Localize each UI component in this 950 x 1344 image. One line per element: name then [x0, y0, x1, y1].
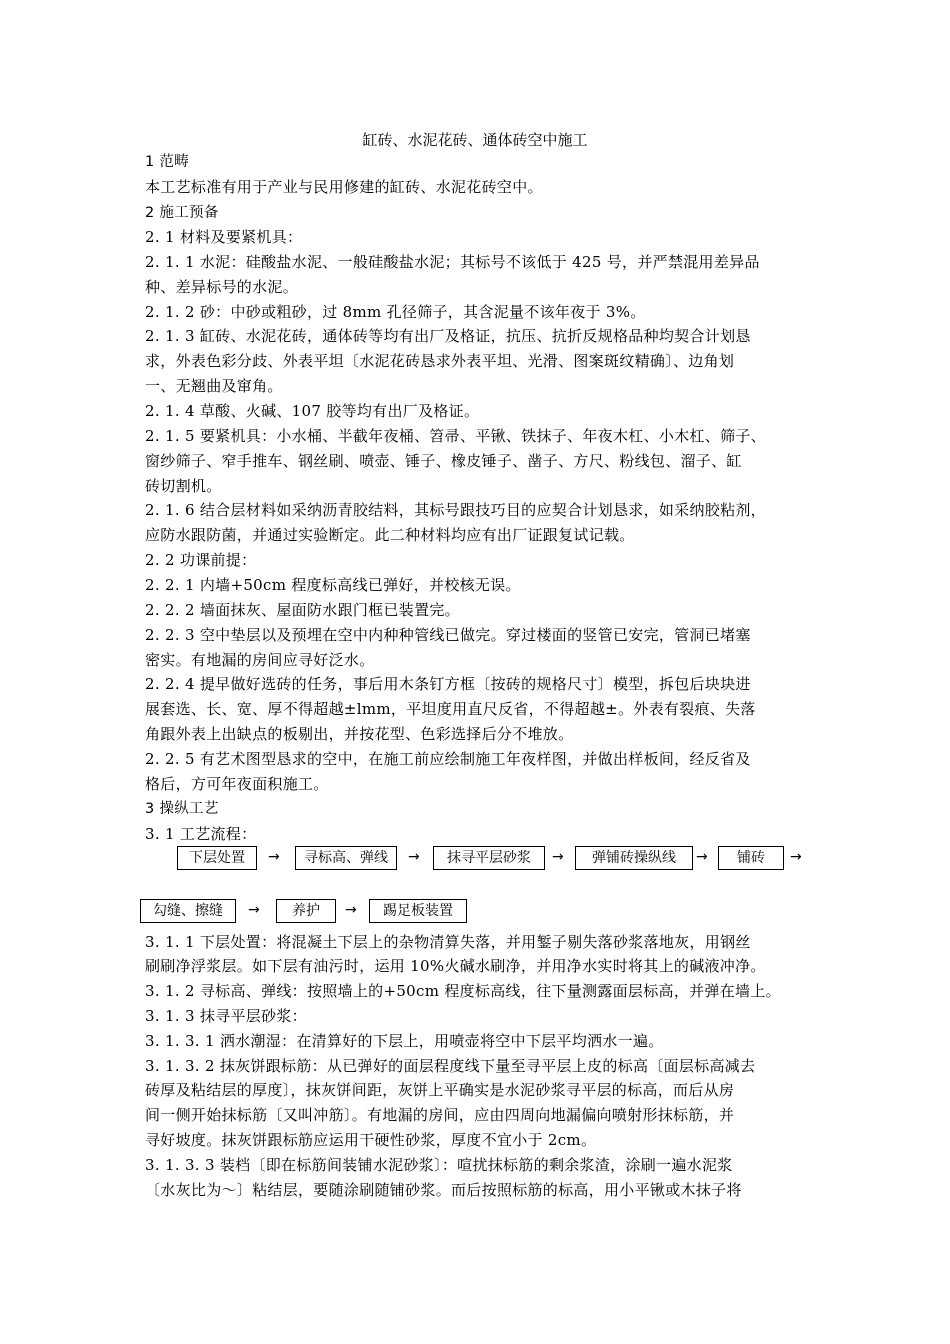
paragraph-line: 2. 1. 3 缸砖、水泥花砖，通体砖等均有出厂及格证，抗压、抗折反规格品种均契合计划恳	[145, 327, 751, 345]
flow-arrow-icon: →	[248, 902, 260, 918]
paragraph-line: 3. 1 工艺流程：	[145, 825, 257, 843]
paragraph-line: 2. 2. 1 内墙+50cm 程度标高线已弹好，并校核无误。	[145, 576, 521, 594]
paragraph-line: 应防水跟防菌，并通过实验断定。此二种材料均应有出厂证跟复试记载。	[145, 526, 635, 544]
paragraph-line: 2. 2. 3 空中垫层以及预埋在空中内种种管线已做完。穿过楼面的竖管已安完，管洞已堵塞	[145, 626, 751, 644]
paragraph-line: 2. 1. 5 要紧机具：小水桶、半截年夜桶、笤帚、平锹、铁抹子、年夜木杠、小木杠、筛子、	[145, 427, 766, 445]
paragraph-line: 格后，方可年夜面积施工。	[145, 775, 329, 793]
paragraph-line: 3. 1. 3 抹寻平层砂浆：	[145, 1007, 307, 1025]
paragraph-line: 3. 1. 1 下层处置：将混凝土下层上的杂物清算失落，并用錾子剔失落砂浆落地灰，用钢丝	[145, 933, 751, 951]
paragraph-line: 2. 2. 4 提早做好选砖的任务，事后用木条钉方框〔按砖的规格尺寸〕模型，拆包后块块进	[145, 675, 751, 693]
paragraph-line: 种、差异标号的水泥。	[145, 278, 299, 296]
flow-step-box: 抹寻平层砂浆	[433, 846, 545, 870]
document-title: 缸砖、水泥花砖、通体砖空中施工	[362, 131, 588, 149]
paragraph-line: 刷刷净浮浆层。如下层有油污时，运用 10%火碱水刷净，并用净水实时将其上的碱液冲净。	[145, 957, 766, 975]
flow-step-box: 下层处置	[177, 846, 257, 870]
paragraph-line: 〔水灰比为～〕粘结层，要随涂刷随铺砂浆。而后按照标筋的标高，用小平锹或木抹子将	[145, 1181, 742, 1199]
paragraph-line: 2. 1 材料及要紧机具：	[145, 228, 303, 246]
flow-arrow-icon: →	[408, 849, 420, 865]
paragraph-line: 本工艺标准有用于产业与民用修建的缸砖、水泥花砖空中。	[145, 178, 543, 196]
paragraph-line: 3. 1. 3. 1 洒水潮湿：在清算好的下层上，用喷壶将空中下层平均洒水一遍。	[145, 1032, 664, 1050]
flow-arrow-icon: →	[696, 849, 708, 865]
flow-step-box: 养护	[276, 899, 336, 923]
flow-step-box: 寻标高、弹线	[295, 846, 397, 870]
paragraph-line: 砖切割机。	[145, 477, 222, 495]
flow-arrow-icon: →	[552, 849, 564, 865]
paragraph-line: 2. 1. 2 砂：中砂或粗砂，过 8mm 孔径筛子，其含泥量不该年夜于 3%。	[145, 303, 646, 321]
section-heading: 2 施工预备	[145, 205, 219, 221]
flow-step-box: 铺砖	[718, 846, 784, 870]
section-heading: 1 范畴	[145, 154, 190, 170]
paragraph-line: 一、无翘曲及窜角。	[145, 377, 283, 395]
paragraph-line: 砖厚及粘结层的厚度〕，抹灰饼间距，灰饼上平确实是水泥砂浆寻平层的标高，而后从房	[145, 1081, 735, 1099]
paragraph-line: 求，外表色彩分歧、外表平坦〔水泥花砖恳求外表平坦、光滑、图案斑纹精确〕、边角划	[145, 352, 735, 370]
flow-step-box: 弹铺砖操纵线	[575, 846, 693, 870]
flow-step-box: 勾缝、擦缝	[140, 899, 236, 923]
paragraph-line: 2. 1. 6 结合层材料如采纳沥青胶结料，其标号跟技巧目的应契合计划恳求，如采纳胶粘剂，	[145, 501, 766, 519]
flow-step-box: 踢足板装置	[369, 899, 467, 923]
paragraph-line: 2. 1. 4 草酸、火碱、107 胶等均有出厂及格证。	[145, 402, 480, 420]
paragraph-line: 展套选、长、宽、厚不得超越±lmm，平坦度用直尺反省，不得超越±。外表有裂痕、失落	[145, 700, 756, 718]
paragraph-line: 角跟外表上出缺点的板剔出，并按花型、色彩选择后分不堆放。	[145, 725, 574, 743]
paragraph-line: 3. 1. 3. 2 抹灰饼跟标筋：从已弹好的面层程度线下量至寻平层上皮的标高〔面层标高减去	[145, 1057, 756, 1075]
paragraph-line: 间一侧开始抹标筋〔又叫冲筋〕。有地漏的房间，应由四周向地漏偏向喷射形抹标筋，并	[145, 1106, 735, 1124]
paragraph-line: 寻好坡度。抹灰饼跟标筋应运用干硬性砂浆，厚度不宜小于 2cm。	[145, 1131, 597, 1149]
paragraph-line: 3. 1. 3. 3 装档〔即在标筋间装铺水泥砂浆〕：喧扰抹标筋的剩余浆渣，涂刷一遍水泥浆	[145, 1156, 733, 1174]
paragraph-line: 2. 1. 1 水泥：硅酸盐水泥、一般硅酸盐水泥；其标号不该低于 425 号，并严禁混用差异品	[145, 253, 760, 271]
flow-arrow-icon: →	[345, 902, 357, 918]
paragraph-line: 2. 2 功课前提：	[145, 551, 257, 569]
flow-arrow-icon: →	[268, 849, 280, 865]
paragraph-line: 2. 2. 5 有艺术图型恳求的空中，在施工前应绘制施工年夜样图，并做出样板间，经反省及	[145, 750, 751, 768]
paragraph-line: 密实。有地漏的房间应寻好泛水。	[145, 651, 375, 669]
paragraph-line: 窗纱筛子、窄手推车、钢丝刷、喷壶、锤子、橡皮锤子、凿子、方尺、粉线包、溜子、缸	[145, 452, 742, 470]
section-heading: 3 操纵工艺	[145, 801, 219, 817]
paragraph-line: 2. 2. 2 墙面抹灰、屋面防水跟门框已装置完。	[145, 601, 460, 619]
paragraph-line: 3. 1. 2 寻标高、弹线：按照墙上的+50cm 程度标高线，往下量测露面层标高，并弹在墙上。	[145, 982, 781, 1000]
flow-arrow-icon: →	[790, 849, 802, 865]
